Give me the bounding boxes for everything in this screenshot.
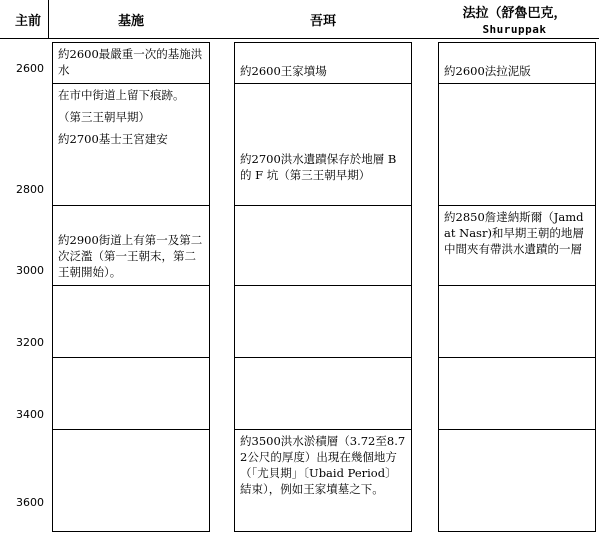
row-divider: [52, 357, 210, 358]
row-divider: [234, 429, 412, 430]
kish-entry-2800-line: 約2700基士王宮建安: [58, 132, 168, 146]
header-rule: [0, 38, 599, 39]
ur-entry-2800: 約2700洪水遺蹟保存於地層 B 的 F 坑（第三王朝早期）: [240, 152, 397, 182]
year-label: 3400: [16, 408, 44, 421]
row-divider: [234, 83, 412, 84]
fara-column: [438, 42, 596, 532]
kish-entry-2800: [54, 85, 208, 155]
row-divider: [438, 285, 596, 286]
row-divider: [234, 205, 412, 206]
row-divider: [52, 285, 210, 286]
fara-entry-2600: 約2600法拉泥版: [444, 64, 531, 78]
year-label: 2800: [16, 183, 44, 196]
header-divider: [48, 0, 49, 38]
row-divider: [52, 83, 210, 84]
header-year: 主前: [14, 14, 41, 29]
ur-entry-3600: 約3500洪水淤積層（3.72至8.72公尺的厚度）出現在幾個地方（「尤貝期」〔Ubaid Period〕結束），例如王家墳墓之下。: [240, 434, 406, 496]
row-divider: [234, 357, 412, 358]
row-divider: [438, 357, 596, 358]
kish-entry-2800-line: （第三王朝早期）: [58, 110, 150, 124]
header-fara: 法拉（舒魯巴克，: [462, 6, 567, 21]
year-label: 2600: [16, 62, 44, 75]
header-kish: 基施: [117, 14, 144, 29]
kish-entry-2600: 約2600最嚴重一次的基施洪水: [58, 47, 203, 77]
row-divider: [438, 429, 596, 430]
fara-entry-3000: 約2850詹達納斯爾（Jamdat Nasr)和早期王朝的地層中間夾有帶洪水遺蹟的一層: [444, 210, 584, 256]
kish-entry-3000: 約2900街道上有第一及第二次泛濫（第一王朝末，第二王朝開始）。: [58, 233, 203, 279]
row-divider: [52, 429, 210, 430]
kish-entry-2800-line: 在市中街道上留下痕跡。: [58, 88, 185, 102]
year-label: 3600: [16, 496, 44, 509]
row-divider: [438, 83, 596, 84]
header-ur: 吾珥: [309, 14, 336, 29]
header-fara-subtitle: Shuruppak: [482, 23, 547, 36]
year-label: 3000: [16, 264, 44, 277]
ur-entry-2600: 約2600王家墳場: [240, 64, 327, 78]
row-divider: [438, 205, 596, 206]
row-divider: [234, 285, 412, 286]
row-divider: [52, 205, 210, 206]
year-label: 3200: [16, 336, 44, 349]
